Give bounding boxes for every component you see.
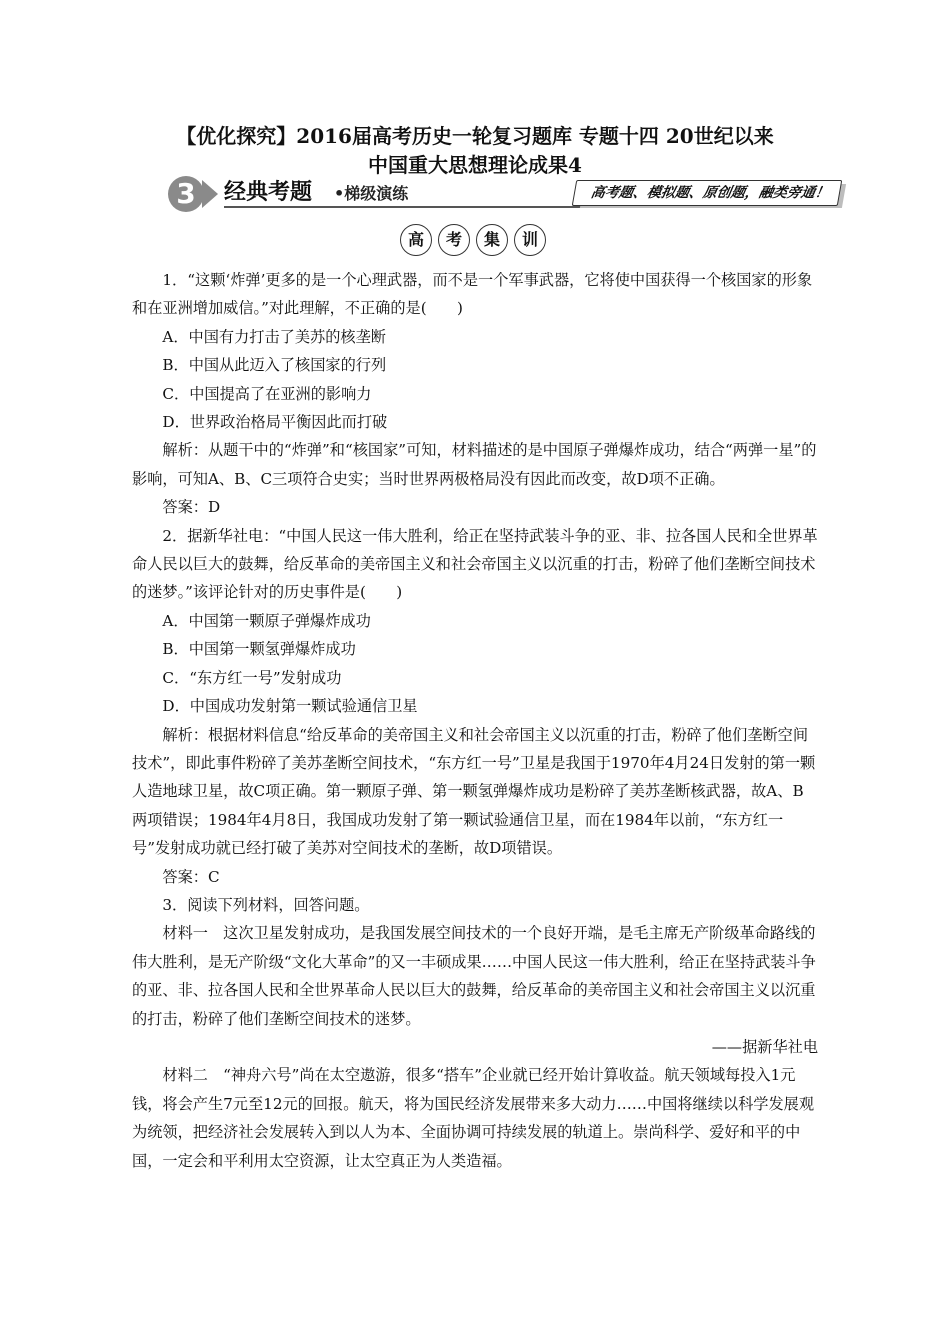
document-title	[120, 122, 830, 180]
tag-char: 集	[476, 224, 508, 256]
question-2-analysis: 解析：根据材料信息“给反革命的美帝国主义和社会帝国主义以沉重的打击，粉碎了他们垄断空间技术”，即此事件粉碎了美苏垄断空间技术，“东方红一号”卫星是我国于1970年4月24日发射的第一颗人造地球卫星，故C项正确。第一颗原子弹、第一颗氢弹爆炸成功是粉碎了美苏垄断核武器，故A、B两项错误；1984年4月8日，我国成功发射了第一颗试验通信卫星，而在1984年以前，“东方红一号”发射成功就已经打破了美苏对空间技术的垄断，故D项错误。	[132, 725, 816, 858]
question-1-answer: 答案：D	[162, 498, 221, 517]
question-1-option-b: B．中国从此迈入了核国家的行列	[162, 356, 387, 375]
tag-char: 训	[514, 224, 546, 256]
title-line-1: 【优化探究】2016届高考历史一轮复习题库 专题十四 20世纪以来	[176, 124, 774, 148]
question-2-option-b: B．中国第一颗氢弹爆炸成功	[162, 640, 356, 659]
section-banner-title: 经典考题	[224, 180, 313, 205]
tag-char: 高	[400, 224, 432, 256]
question-1-analysis: 解析：从题干中的“炸弹”和“核国家”可知，材料描述的是中国原子弹爆炸成功，结合“两弹一星”的影响，可知A、B、C三项符合史实；当时世界两极格局没有因此而改变，故D项不正确。	[132, 441, 817, 488]
tag-char: 考	[438, 224, 470, 256]
question-2-option-c: C．“东方红一号”发射成功	[162, 668, 342, 687]
question-3-material-2: 材料二 “神舟六号”尚在太空遨游，很多“搭车”企业就已经开始计算收益。航天领域每投入1元钱，将会产生7元至12元的回报。航天，将为国民经济发展带来多大动力……中国将继续以科学发展观为统领，把经济社会发展转入到以人为本、全面协调可持续发展的轨道上。崇尚科学、爱好和平的中国，一定会和平利用太空资源，让太空真正为人类造福。	[132, 1066, 815, 1170]
document-body	[132, 266, 818, 1175]
question-1-option-c: C．中国提高了在亚洲的影响力	[162, 384, 372, 403]
subsection-tag	[400, 224, 546, 258]
section-number-badge: 3	[168, 176, 204, 212]
question-1-option-d: D．世界政治格局平衡因此而打破	[162, 413, 388, 432]
question-1-stem: 1．“这颗‘炸弹’更多的是一个心理武器，而不是一个军事武器，它将使中国获得一个核国家的形象和在亚洲增加威信。”对此理解，不正确的是( )	[132, 271, 813, 318]
question-2-stem: 2．据新华社电：“中国人民这一伟大胜利，给正在坚持武装斗争的亚、非、拉各国人民和全世界革命人民以巨大的鼓舞，给反革命的美帝国主义和社会帝国主义以沉重的打击，粉碎了他们垄断空间技术的迷梦。”该评论针对的历史事件是( )	[132, 526, 818, 602]
section-banner	[168, 176, 840, 212]
question-1-option-a: A．中国有力打击了美苏的核垄断	[162, 327, 386, 346]
question-3-material-1: 材料一 这次卫星发射成功，是我国发展空间技术的一个良好开端，是毛主席无产阶级革命路线的伟大胜利，是无产阶级“文化大革命”的又一丰硕成果……中国人民这一伟大胜利，给正在坚持武装斗争的亚、非、拉各国人民和全世界革命人民以巨大的鼓舞，给反革命的美帝国主义和社会帝国主义以沉重的打击，粉碎了他们垄断空间技术的迷梦。	[132, 924, 816, 1028]
question-2-option-a: A．中国第一颗原子弹爆炸成功	[162, 611, 371, 630]
question-2-option-d: D．中国成功发射第一颗试验通信卫星	[162, 697, 418, 716]
banner-slogan: 高考题、模拟题、原创题，融类旁通！	[572, 180, 843, 206]
question-2-answer: 答案：C	[162, 867, 220, 886]
material-1-source: ——据新华社电	[711, 1037, 818, 1056]
question-3-stem: 3．阅读下列材料，回答问题。	[162, 895, 370, 914]
title-line-2: 中国重大思想理论成果4	[368, 153, 582, 177]
section-banner-subtitle: •梯级演练	[334, 184, 409, 203]
